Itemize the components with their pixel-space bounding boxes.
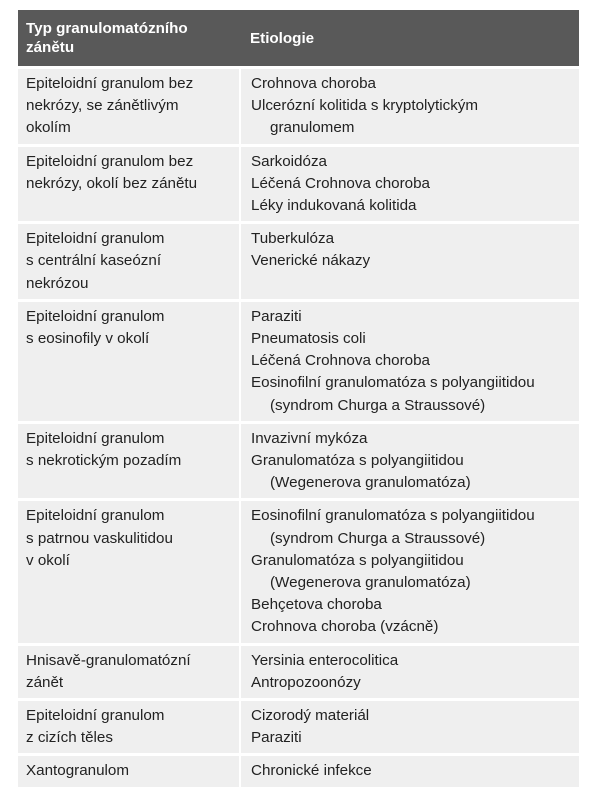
etiology-line: Tuberkulóza [251,230,335,248]
granuloma-type-cell [18,223,240,301]
etiology-cell [240,145,579,223]
table-row [18,755,579,787]
etiology-line: Léčená Crohnova choroba [251,174,431,192]
granuloma-type-line: v okolí [26,551,70,569]
granuloma-table-container [18,10,579,787]
granuloma-type-line: nekrózou [26,274,89,292]
granuloma-type-line: Epiteloidní granulom [26,429,165,447]
etiology-line: Pneumatosis coli [251,330,366,348]
etiology-line: Sarkoidóza [251,152,327,170]
granuloma-type-cell [18,500,240,644]
granuloma-type-line: nekrózy, okolí bez zánětu [26,174,198,192]
etiology-line: (syndrom Churga a Straussové) [270,529,486,547]
table-row [18,700,579,755]
etiology-line: Behçetova choroba [251,596,382,614]
etiology-cell [240,700,579,755]
etiology-line: Granulomatóza s polyangiitidou [251,452,464,470]
granuloma-type-cell [18,644,240,699]
etiology-cell [240,755,579,787]
table-row [18,500,579,644]
granuloma-type-line: s nekrotickým pozadím [26,452,182,470]
table-row [18,644,579,699]
etiology-line: Granulomatóza s polyangiitidou [251,551,464,569]
etiology-cell [240,500,579,644]
table-body [18,68,579,787]
etiology-line: Ulcerózní kolitida s kryptolytickým [251,97,479,115]
granuloma-type-line: Epiteloidní granulom bez [26,152,194,170]
granuloma-type-cell [18,300,240,422]
etiology-line: Chronické infekce [251,762,372,780]
granuloma-type-line: okolím [26,119,71,137]
granuloma-type-line: Hnisavě-granulomatózní [26,651,191,669]
granuloma-type-cell [18,145,240,223]
etiology-cell [240,422,579,500]
granuloma-type-cell [18,700,240,755]
etiology-line: Antropozoonózy [251,673,361,691]
granuloma-type-cell [18,68,240,146]
granuloma-type-line: Xantogranulom [26,762,130,780]
etiology-line: Paraziti [251,729,302,747]
granuloma-type-line: Epiteloidní granulom [26,707,165,725]
header-etiology: Etiologie [240,10,579,68]
etiology-line: Paraziti [251,307,302,325]
etiology-line: Invazivní mykóza [251,429,368,447]
etiology-line: (Wegenerova granulomatóza) [270,574,471,592]
header-row [18,10,579,68]
etiology-line: Crohnova choroba [251,75,376,92]
etiology-line: Venerické nákazy [251,252,371,270]
etiology-line: Cizorodý materiál [251,707,370,725]
table-row [18,422,579,500]
granuloma-table [18,10,579,787]
granuloma-type-line: Epiteloidní granulom [26,230,165,248]
table-row [18,68,579,146]
etiology-line: Crohnova choroba (vzácně) [251,618,439,636]
etiology-cell [240,300,579,422]
etiology-line: Eosinofilní granulomatóza s polyangiitidou [251,507,535,525]
etiology-line: Yersinia enterocolitica [251,651,399,669]
etiology-line: Eosinofilní granulomatóza s polyangiitidou [251,374,535,392]
etiology-line: (syndrom Churga a Straussové) [270,396,486,414]
granuloma-type-cell [18,755,240,787]
etiology-cell [240,223,579,301]
etiology-line: (Wegenerova granulomatóza) [270,474,471,492]
granuloma-type-line: Epiteloidní granulom [26,307,165,325]
etiology-line: Léčená Crohnova choroba [251,352,431,370]
granuloma-type-line: nekrózy, se zánětlivým [26,97,179,115]
granuloma-type-line: Epiteloidní granulom [26,507,165,525]
granuloma-type-line: s eosinofily v okolí [26,330,150,348]
header-granuloma-type: Typ granulomatózního zánětu [18,10,240,68]
etiology-cell [240,644,579,699]
granuloma-type-line: s patrnou vaskulitidou [26,529,173,547]
granuloma-type-line: z cizích těles [26,729,113,747]
granuloma-type-line: zánět [26,673,64,691]
table-row [18,145,579,223]
table-row [18,223,579,301]
etiology-line: granulomem [270,119,355,137]
table-header [18,10,579,68]
etiology-line: Léky indukovaná kolitida [251,197,417,215]
granuloma-type-line: s centrální kaseózní [26,252,162,270]
table-row [18,300,579,422]
granuloma-type-line: Epiteloidní granulom bez [26,75,194,92]
etiology-cell [240,68,579,146]
granuloma-type-cell [18,422,240,500]
